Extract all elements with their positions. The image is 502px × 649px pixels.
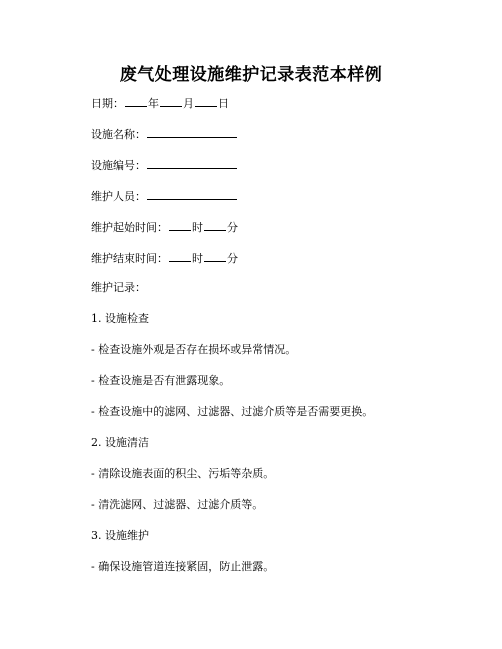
section-heading: 2. 设施清洁	[91, 436, 149, 449]
facility-number-blank	[147, 157, 237, 169]
year-unit: 年	[148, 97, 159, 110]
list-item: - 清洗滤网、过滤器、过滤介质等。	[91, 498, 264, 511]
facility-number-label: 设施编号：	[91, 159, 146, 172]
end-time-line	[91, 250, 238, 266]
maintainer-blank	[147, 188, 237, 200]
end-minute-unit: 分	[227, 252, 238, 265]
start-time-label: 维护起始时间：	[91, 221, 168, 234]
section-heading: 3. 设施维护	[91, 529, 149, 542]
list-item: - 清除设施表面的积尘、污垢等杂质。	[91, 467, 275, 480]
list-item: - 确保设施管道连接紧固，防止泄露。	[91, 560, 275, 573]
month-blank	[160, 95, 182, 107]
start-hour-blank	[169, 219, 191, 231]
maintainer-label: 维护人员：	[91, 190, 146, 203]
end-hour-blank	[169, 250, 191, 262]
section-heading: 1. 设施检查	[91, 312, 149, 325]
maintainer-line	[91, 188, 238, 204]
facility-name-blank	[147, 126, 237, 138]
end-hour-unit: 时	[192, 252, 203, 265]
record-label: 维护记录：	[91, 281, 146, 294]
start-minute-unit: 分	[227, 221, 238, 234]
page-title: 废气处理设施维护记录表范本样例	[119, 65, 383, 85]
list-item: - 检查设施外观是否存在损坏或异常情况。	[91, 343, 297, 356]
month-unit: 月	[183, 97, 194, 110]
day-unit: 日	[218, 97, 229, 110]
year-blank	[125, 95, 147, 107]
date-label: 日期：	[91, 97, 124, 110]
end-time-label: 维护结束时间：	[91, 252, 168, 265]
start-hour-unit: 时	[192, 221, 203, 234]
list-item: - 检查设施中的滤网、过滤器、过滤介质等是否需要更换。	[91, 405, 374, 418]
facility-number-line	[91, 157, 238, 173]
facility-name-line	[91, 126, 238, 142]
start-time-line	[91, 219, 238, 235]
date-line	[91, 95, 229, 111]
list-item: - 检查设施是否有泄露现象。	[91, 374, 231, 387]
day-blank	[195, 95, 217, 107]
facility-name-label: 设施名称：	[91, 128, 146, 141]
start-minute-blank	[204, 219, 226, 231]
end-minute-blank	[204, 250, 226, 262]
